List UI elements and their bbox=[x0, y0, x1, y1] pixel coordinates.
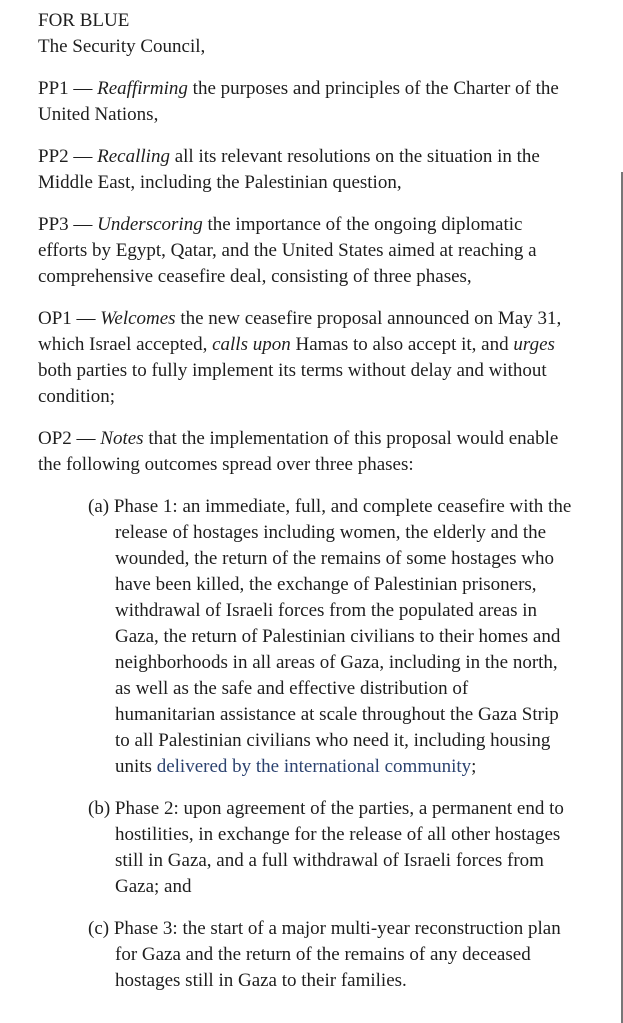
paragraph-pp3 bbox=[38, 212, 573, 290]
op1-operative-word-1: Welcomes bbox=[100, 308, 176, 329]
subparagraph-a-text: Phase 1: an immediate, full, and complete ceasefire with the release of hostages including women, the elderly and the wounded, the return of the remains of some hostages who have been killed, the exchange of Palestinian prisoners, withdrawal of Israeli forces from the populated areas in Gaza, the return of Palestinian civilians to their homes and neighborhoods in all areas of Gaza, including in the north, as well as the safe and effective distribution of humanitarian assistance at scale throughout the Gaza Strip to all Palestinian civilians who need it, including housing units bbox=[113, 496, 572, 777]
op2-operative-word: Notes bbox=[100, 428, 144, 449]
paragraph-pp1 bbox=[38, 76, 573, 128]
subparagraph-a-marker: (a) bbox=[88, 496, 110, 517]
op2-label: OP2 — bbox=[38, 428, 101, 449]
pp3-label: PP3 — bbox=[38, 214, 98, 235]
preamble-opening: The Security Council, bbox=[38, 36, 206, 57]
paragraph-pp2 bbox=[38, 144, 573, 196]
pp3-text: the importance of the ongoing diplomatic efforts by Egypt, Qatar, and the United States aimed at reaching a comprehensive ceasefire deal, consisting of three phases, bbox=[38, 214, 537, 287]
subparagraph-b bbox=[38, 796, 573, 900]
paragraph-op2 bbox=[38, 426, 573, 478]
inserted-text-phase1: delivered by the international community bbox=[156, 756, 472, 777]
subparagraph-b-text: Phase 2: upon agreement of the parties, a permanent end to hostilities, in exchange for the release of all other hostages still in Gaza, and a full withdrawal of Israeli forces from Gaza; and bbox=[114, 798, 564, 897]
subparagraph-b-marker: (b) bbox=[88, 798, 111, 819]
op1-label: OP1 — bbox=[38, 308, 101, 329]
pp2-label: PP2 — bbox=[38, 146, 98, 167]
op1-text-2: Hamas to also accept it, and bbox=[290, 334, 514, 355]
document-header bbox=[38, 8, 573, 60]
subparagraph-a bbox=[38, 494, 573, 780]
op2-text: that the implementation of this proposal would enable the following outcomes spread over three phases: bbox=[38, 428, 559, 475]
op1-operative-word-3: urges bbox=[513, 334, 555, 355]
pp2-text: all its relevant resolutions on the situation in the Middle East, including the Palestinian question, bbox=[38, 146, 540, 193]
subparagraph-c-marker: (c) bbox=[88, 918, 110, 939]
subparagraph-a-terminator: ; bbox=[471, 756, 477, 777]
document-body bbox=[38, 8, 573, 994]
op1-text-3: both parties to fully implement its terms without delay and without condition; bbox=[38, 360, 547, 407]
pp1-label: PP1 — bbox=[38, 78, 98, 99]
paragraph-op1 bbox=[38, 306, 573, 410]
pp3-operative-word: Underscoring bbox=[97, 214, 203, 235]
op1-text-1: the new ceasefire proposal announced on May 31, which Israel accepted, bbox=[38, 308, 562, 355]
subparagraph-c-text: Phase 3: the start of a major multi-year reconstruction plan for Gaza and the return of the remains of any deceased hostages still in Gaza to their families. bbox=[113, 918, 561, 991]
op1-operative-word-2: calls upon bbox=[212, 334, 291, 355]
doc-status-label: FOR BLUE bbox=[38, 10, 130, 31]
subparagraph-c bbox=[38, 916, 573, 994]
pp2-operative-word: Recalling bbox=[97, 146, 170, 167]
pp1-operative-word: Reaffirming bbox=[97, 78, 188, 99]
pp1-text: the purposes and principles of the Charter of the United Nations, bbox=[38, 78, 559, 125]
